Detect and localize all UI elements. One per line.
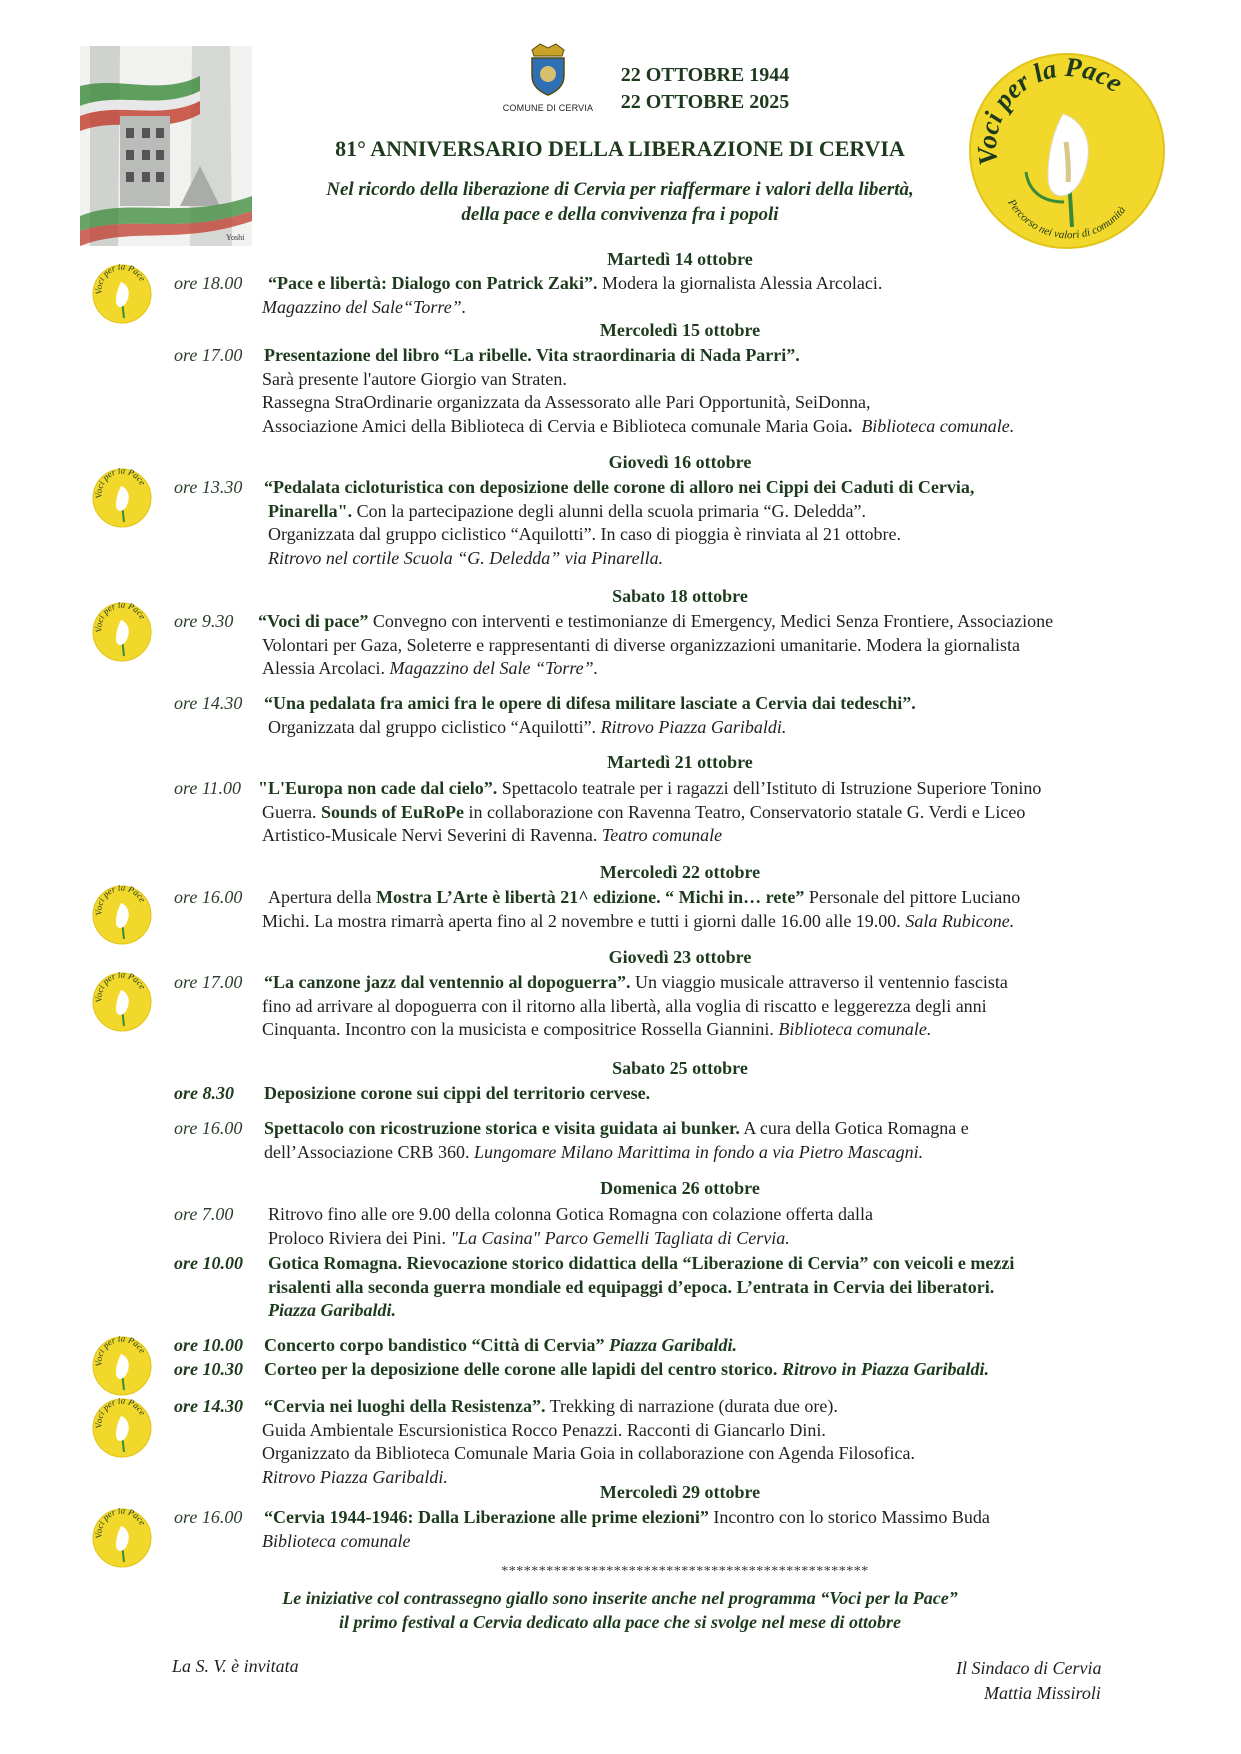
event-line: Organizzato da Biblioteca Comunale Maria Goia in collaborazione con Agenda Filosofica. bbox=[262, 1443, 915, 1463]
event-entry bbox=[174, 1082, 1194, 1106]
event-title: “Cervia nei luoghi della Resistenza”. bbox=[264, 1396, 546, 1416]
event-place: Piazza Garibaldi. bbox=[268, 1300, 397, 1320]
event-title: “La canzone jazz dal ventennio al dopoguerra”. bbox=[264, 972, 631, 992]
day-header: Mercoledì 22 ottobre bbox=[599, 862, 761, 882]
event-place: Piazza Garibaldi. bbox=[604, 1335, 737, 1355]
comune-caption: COMUNE DI CERVIA bbox=[502, 103, 594, 113]
badge-label: Voci per la Pace bbox=[93, 264, 148, 295]
day-header: Mercoledì 29 ottobre bbox=[599, 1482, 761, 1502]
event-line: Guerra. bbox=[262, 801, 321, 822]
event-time: ore 17.00 bbox=[174, 345, 243, 365]
event-line: Guida Ambientale Escursionistica Rocco Penazzi. Racconti di Giancarlo Dini. bbox=[262, 1419, 826, 1440]
page-title: 81° ANNIVERSARIO DELLA LIBERAZIONE DI CERVIA bbox=[335, 136, 905, 161]
date-2025: 22 OTTOBRE 2025 bbox=[620, 91, 790, 113]
event-place: Biblioteca comunale. bbox=[861, 415, 1015, 436]
day-header: Giovedì 16 ottobre bbox=[608, 452, 752, 472]
event-text: Un viaggio musicale attraverso il ventennio fascista bbox=[630, 972, 1008, 992]
event-text: Personale del pittore Luciano bbox=[804, 887, 1021, 907]
event-place: "La Casina" Parco Gemelli Tagliata di Cervia. bbox=[450, 1227, 790, 1248]
event-time: ore 10.30 bbox=[174, 1359, 243, 1379]
event-entry bbox=[174, 692, 1194, 739]
event-line: Alessia Arcolaci. bbox=[262, 658, 390, 678]
event-line: in collaborazione con Ravenna Teatro, Conservatorio statale G. Verdi e Liceo bbox=[464, 801, 1026, 822]
event-title: “Pedalata cicloturistica con deposizione delle corone di alloro nei Cippi dei Caduti di Cervia, bbox=[264, 477, 975, 497]
voci-badge-icon bbox=[92, 468, 152, 528]
footer-note bbox=[200, 1586, 1040, 1634]
day-header: Domenica 26 ottobre bbox=[600, 1178, 760, 1198]
subtitle-line-1: Nel ricordo della liberazione di Cervia per riaffermare i valori della libertà, bbox=[326, 179, 914, 200]
invitation-text: La S. V. è invitata bbox=[172, 1656, 299, 1676]
event-entry bbox=[174, 1506, 1194, 1553]
event-time: ore 14.30 bbox=[174, 693, 243, 713]
event-entry bbox=[174, 1334, 1194, 1358]
logo-title: Voci per la Pace bbox=[971, 52, 1129, 168]
event-time: ore 18.00 bbox=[174, 273, 243, 293]
event-time: ore 16.00 bbox=[174, 887, 243, 907]
event-text: Con la partecipazione degli alunni della scuola primaria “G. Deledda”. bbox=[352, 500, 866, 521]
date-1944: 22 OTTOBRE 1944 bbox=[620, 64, 790, 86]
event-text: Convegno con interventi e testimonianze di Emergency, Medici Senza Frontiere, Associazione bbox=[368, 611, 1054, 631]
liberation-illustration bbox=[80, 46, 252, 246]
event-line: Associazione Amici della Biblioteca di Cervia e Biblioteca comunale Maria Goia bbox=[262, 415, 848, 436]
event-title: Pinarella". bbox=[268, 500, 353, 521]
day-header: Mercoledì 15 ottobre bbox=[599, 320, 761, 340]
mayor-title: Il Sindaco di Cervia bbox=[956, 1658, 1102, 1678]
event-title: “Pace e libertà: Dialogo con Patrick Zaki”. bbox=[268, 273, 598, 293]
event-line: risalenti alla seconda guerra mondiale ed equipaggi d’epoca. L’entrata in Cervia dei liberatori. bbox=[268, 1276, 995, 1297]
event-place: Teatro comunale bbox=[601, 825, 723, 845]
day-header: Giovedì 23 ottobre bbox=[608, 947, 752, 967]
event-text: Incontro con lo storico Massimo Buda bbox=[708, 1507, 990, 1527]
event-title: “Cervia 1944-1946: Dalla Liberazione alle prime elezioni” bbox=[264, 1507, 709, 1527]
event-entry bbox=[174, 971, 1194, 1042]
page-subtitle bbox=[240, 177, 1000, 227]
event-title: Presentazione del libro “La ribelle. Vita straordinaria di Nada Parri”. bbox=[264, 345, 800, 365]
event-place: Ritrovo Piazza Garibaldi. bbox=[262, 1466, 448, 1487]
day-header: Sabato 18 ottobre bbox=[612, 586, 748, 606]
event-line: Artistico-Musicale Nervi Severini di Ravenna. bbox=[262, 825, 602, 845]
event-text: Spettacolo teatrale per i ragazzi dell’Istituto di Istruzione Superiore Tonino bbox=[497, 778, 1042, 798]
event-time: ore 13.30 bbox=[174, 477, 243, 497]
event-line: Organizzata dal gruppo ciclistico “Aquilotti”. bbox=[268, 716, 601, 737]
event-time: ore 9.30 bbox=[174, 611, 234, 631]
voci-badge-icon bbox=[92, 1398, 152, 1458]
badge-label: Voci per la Pace bbox=[93, 602, 148, 633]
voci-badge-icon bbox=[92, 885, 152, 945]
event-time: ore 16.00 bbox=[174, 1118, 243, 1138]
event-time: ore 17.00 bbox=[174, 972, 243, 992]
mayor-signature bbox=[956, 1656, 1101, 1706]
event-title: "L'Europa non cade dal cielo”. bbox=[258, 778, 498, 798]
event-entry bbox=[174, 886, 1194, 933]
event-time: ore 7.00 bbox=[174, 1204, 234, 1224]
day-header: Martedì 21 ottobre bbox=[607, 752, 753, 772]
event-line: Cinquanta. Incontro con la musicista e compositrice Rossella Giannini. bbox=[262, 1019, 779, 1039]
voci-badge-icon bbox=[92, 602, 152, 662]
voci-badge-icon bbox=[92, 1336, 152, 1396]
event-text: A cura della Gotica Romagna e bbox=[739, 1118, 969, 1138]
event-place: Ritrovo Piazza Garibaldi. bbox=[600, 716, 787, 737]
event-title: “Voci di pace” bbox=[258, 611, 369, 631]
badge-label: Voci per la Pace bbox=[93, 885, 148, 916]
event-title: Spettacolo con ricostruzione storica e visita guidata ai bunker. bbox=[264, 1118, 740, 1138]
event-entry bbox=[174, 1395, 1194, 1489]
event-line: fino ad arrivare al dopoguerra con il ritorno alla libertà, alla voglia di riscatto e leggerezza degli anni bbox=[262, 995, 987, 1016]
subtitle-line-2: della pace e della convivenza fra i popoli bbox=[461, 204, 779, 225]
event-time: ore 14.30 bbox=[174, 1396, 243, 1416]
event-entry bbox=[174, 1203, 1194, 1250]
event-line: Proloco Riviera dei Pini. bbox=[268, 1227, 451, 1248]
badge-label: Voci per la Pace bbox=[93, 972, 148, 1003]
footer-note-line-2: il primo festival a Cervia dedicato alla pace che si svolge nel mese di ottobre bbox=[339, 1612, 901, 1632]
mayor-name: Mattia Missiroli bbox=[984, 1683, 1101, 1703]
event-time: ore 11.00 bbox=[174, 778, 241, 798]
event-time: ore 10.00 bbox=[174, 1335, 243, 1355]
event-title: Deposizione corone sui cippi del territorio cervese. bbox=[264, 1083, 651, 1103]
event-place: Magazzino del Sale“Torre”. bbox=[262, 296, 467, 317]
event-entry bbox=[174, 1117, 1194, 1164]
event-text: Trekking di narrazione (durata due ore). bbox=[545, 1396, 838, 1416]
logo-tagline: Percorso nei valori di comunità bbox=[1005, 197, 1129, 242]
event-place: Lungomare Milano Marittima in fondo a via Pietro Mascagni. bbox=[473, 1141, 924, 1162]
day-header: Sabato 25 ottobre bbox=[612, 1058, 748, 1078]
event-line: dell’Associazione CRB 360. bbox=[264, 1141, 474, 1162]
event-text: Ritrovo fino alle ore 9.00 della colonna Gotica Romagna con colazione offerta dalla bbox=[268, 1204, 873, 1224]
event-entry bbox=[174, 1252, 1194, 1323]
event-place: Sala Rubicone. bbox=[905, 910, 1015, 931]
badge-label: Voci per la Pace bbox=[93, 1508, 148, 1539]
event-line: Sarà presente l'autore Giorgio van Straten. bbox=[262, 368, 567, 389]
event-title: Concerto corpo bandistico “Città di Cervia” bbox=[264, 1335, 605, 1355]
event-title: “Una pedalata fra amici fra le opere di difesa militare lasciate a Cervia dai tedeschi”. bbox=[264, 693, 916, 713]
footer-note-line-1: Le iniziative col contrassegno giallo sono inserite anche nel programma “Voci per la Pace” bbox=[282, 1588, 958, 1608]
separator-stars: ************************************************* bbox=[501, 1564, 869, 1579]
event-text: Apertura della bbox=[268, 887, 376, 907]
event-place: Biblioteca comunale bbox=[262, 1530, 411, 1551]
badge-label: Voci per la Pace bbox=[93, 468, 148, 499]
event-entry bbox=[174, 1358, 1194, 1382]
event-line: Rassegna StraOrdinarie organizzata da Assessorato alle Pari Opportunità, SeiDonna, bbox=[262, 392, 871, 412]
event-line: Organizzata dal gruppo ciclistico “Aquilotti”. In caso di pioggia è rinviata al 21 ottobre. bbox=[268, 524, 901, 544]
event-entry bbox=[174, 272, 1194, 319]
voci-badge-icon bbox=[92, 972, 152, 1032]
svg-text:Yoshi: Yoshi bbox=[226, 233, 245, 242]
event-place: Magazzino del Sale “Torre”. bbox=[389, 658, 599, 678]
event-time: ore 8.30 bbox=[174, 1083, 234, 1103]
event-title: Gotica Romagna. Rievocazione storico didattica della “Liberazione di Cervia” con veicoli e mezzi bbox=[268, 1253, 1015, 1273]
badge-label: Voci per la Pace bbox=[93, 1336, 148, 1367]
event-title: Mostra L’Arte è libertà 21^ edizione. “ Michi in… rete” bbox=[375, 887, 805, 907]
day-header: Martedì 14 ottobre bbox=[607, 249, 753, 269]
event-entry bbox=[174, 777, 1194, 848]
badge-label: Voci per la Pace bbox=[93, 1398, 148, 1429]
voci-badge-icon bbox=[92, 264, 152, 324]
event-entry bbox=[174, 610, 1194, 681]
event-text: Modera la giornalista Alessia Arcolaci. bbox=[597, 273, 883, 293]
event-line: Volontari per Gaza, Soleterre e rappresentanti di diverse organizzazioni umanitarie. Modera la giornalista bbox=[262, 634, 1021, 655]
voci-per-la-pace-logo bbox=[968, 52, 1166, 250]
event-entry bbox=[174, 344, 1194, 438]
event-highlight: Sounds of EuRoPe bbox=[320, 801, 465, 822]
event-time: ore 16.00 bbox=[174, 1507, 243, 1527]
event-time: ore 10.00 bbox=[174, 1253, 243, 1273]
event-place: Ritrovo nel cortile Scuola “G. Deledda” via Pinarella. bbox=[268, 547, 664, 568]
event-entry bbox=[174, 476, 1194, 570]
voci-badge-icon bbox=[92, 1508, 152, 1568]
event-line: Michi. La mostra rimarrà aperta fino al 2 novembre e tutti i giorni dalle 16.00 alle 19.00. bbox=[262, 910, 906, 931]
event-title: Corteo per la deposizione delle corone alle lapidi del centro storico. bbox=[264, 1359, 778, 1379]
event-punct: . bbox=[847, 415, 853, 436]
event-place: Biblioteca comunale. bbox=[778, 1019, 932, 1039]
event-place: Ritrovo in Piazza Garibaldi. bbox=[777, 1359, 989, 1379]
